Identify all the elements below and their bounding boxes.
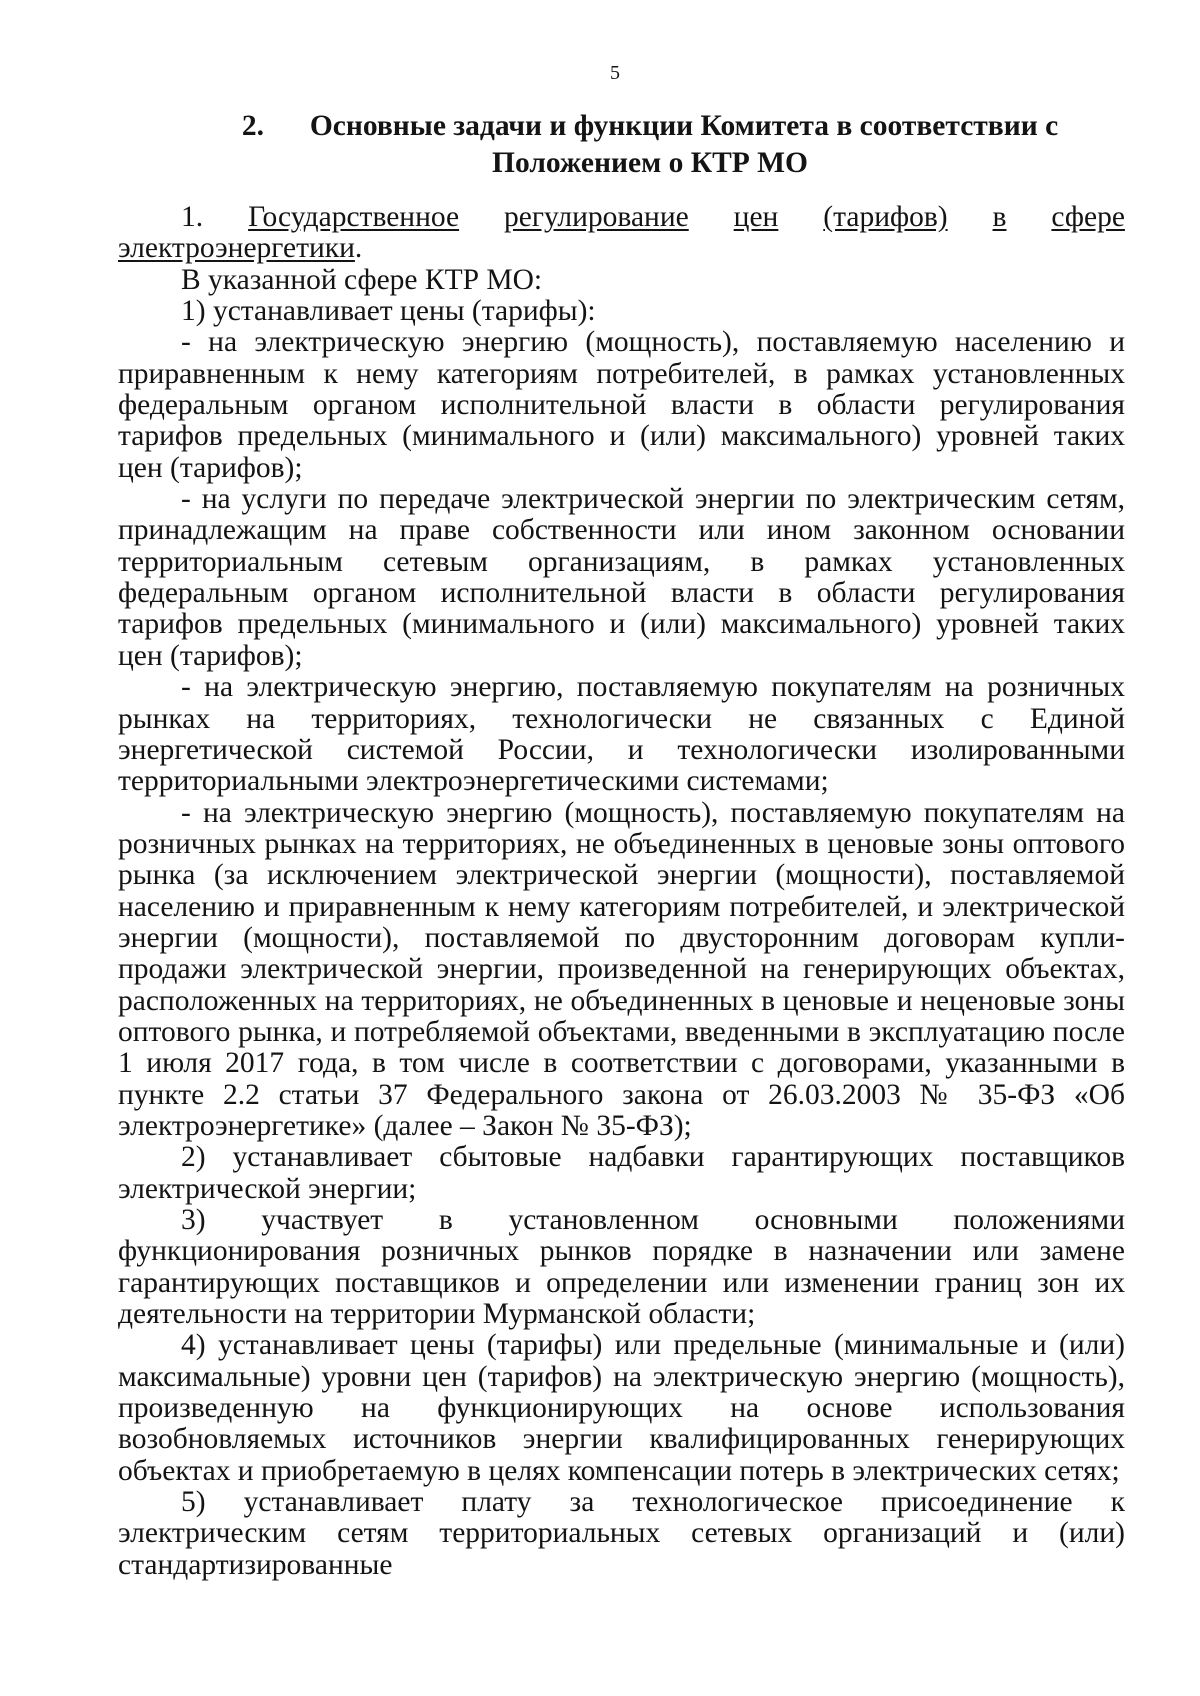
paragraph: 2) устанавливает сбытовые надбавки гарантирующих поставщиков электрической энергии; [118, 1141, 1125, 1205]
section-heading-line-2 [230, 145, 1070, 182]
section-title-line-1: Основные задачи и функции Комитета в соответствии с [309, 110, 1059, 142]
item-1-title-continuation [118, 233, 1125, 264]
section-heading [230, 108, 1070, 182]
item-1-word: Государственное [248, 201, 460, 233]
paragraph: - на электрическую энергию (мощность), поставляемую покупателям на розничных рынках на территориях, не объединенных в ценовые зоны оптового рынка (за исключением электрической энергии (мощности), поставляемой населению и приравненным к нему категориям потребителей, и электрической энергии (мощности), поставляемой по двусторонним договорам купли-продажи электрической энергии, произведенной на генерирующих объектах, расположенных на территориях, не объединенных в ценовые и неценовые зоны оптового рынка, и потребляемой объектами, введенными в эксплуатацию после 1 июля 2017 года, в том числе в соответствии с договорами, указанными в пункте 2.2 статьи 37 Федерального закона от 26.03.2003 № 35-ФЗ «Об электроэнергетике» (далее – Закон № 35-ФЗ); [118, 796, 1125, 1142]
paragraph: В указанной сфере КТР МО: [181, 263, 543, 296]
paragraph: - на услуги по передаче электрической энергии по электрическим сетям, принадлежащим на праве собственности или ином законном основании территориальным сетевым организациям, в рамках установленных федеральным органом исполнительной власти в области регулирования тарифов предельных (минимального и (или) максимального) уровней таких цен (тарифов); [118, 483, 1125, 672]
page-number: 5 [610, 62, 620, 84]
document-body [118, 202, 1125, 1581]
section-heading-line-1 [230, 108, 1070, 145]
paragraph: 5) устанавливает плату за технологическое присоединение к электрическим сетям территориальных сетевых организаций и (или) стандартизированные [118, 1486, 1125, 1581]
paragraph: - на электрическую энергию, поставляемую покупателям на розничных рынках на территориях, технологически не связанных с Единой энергетической системой России, и технологически изолированными территориальными электроэнергетическими системами; [118, 671, 1125, 798]
item-1-end-punct: . [354, 232, 363, 265]
item-1-continuation-text: электроэнергетики [118, 232, 355, 265]
section-number: 2. [241, 110, 264, 142]
paragraph: 4) устанавливает цены (тарифы) или предельные (минимальные и (или) максимальные) уровни цен (тарифов) на электрическую энергию (мощность), произведенную на функционирующих на основе использования возобновляемых источников энергии квалифицированных генерирующих объектах и приобретаемую в целях компенсации потерь в электрических сетях; [118, 1329, 1125, 1487]
paragraph: 1) устанавливает цены (тарифы): [181, 295, 596, 328]
item-1-number: 1. [181, 201, 204, 233]
item-1-title [118, 202, 1125, 233]
paragraph: 3) участвует в установленном основными положениями функционирования розничных рынков порядке в назначении или замене гарантирующих поставщиков и определении или изменении границ зон их деятельности на территории Мурманской области; [118, 1204, 1125, 1331]
item-1-word: (тарифов) [823, 201, 948, 233]
paragraph: - на электрическую энергию (мощность), поставляемую населению и приравненным к нему категориям потребителей, в рамках установленных федеральным органом исполнительной власти в области регулирования тарифов предельных (минимального и (или) максимального) уровней таких цен (тарифов); [118, 326, 1125, 484]
item-1-word: регулирование [504, 201, 689, 233]
item-1-word: в [992, 201, 1007, 233]
section-title-line-2: Положением о КТР МО [492, 147, 808, 179]
item-1-word: сфере [1051, 201, 1125, 233]
item-1-word: цен [733, 201, 779, 233]
